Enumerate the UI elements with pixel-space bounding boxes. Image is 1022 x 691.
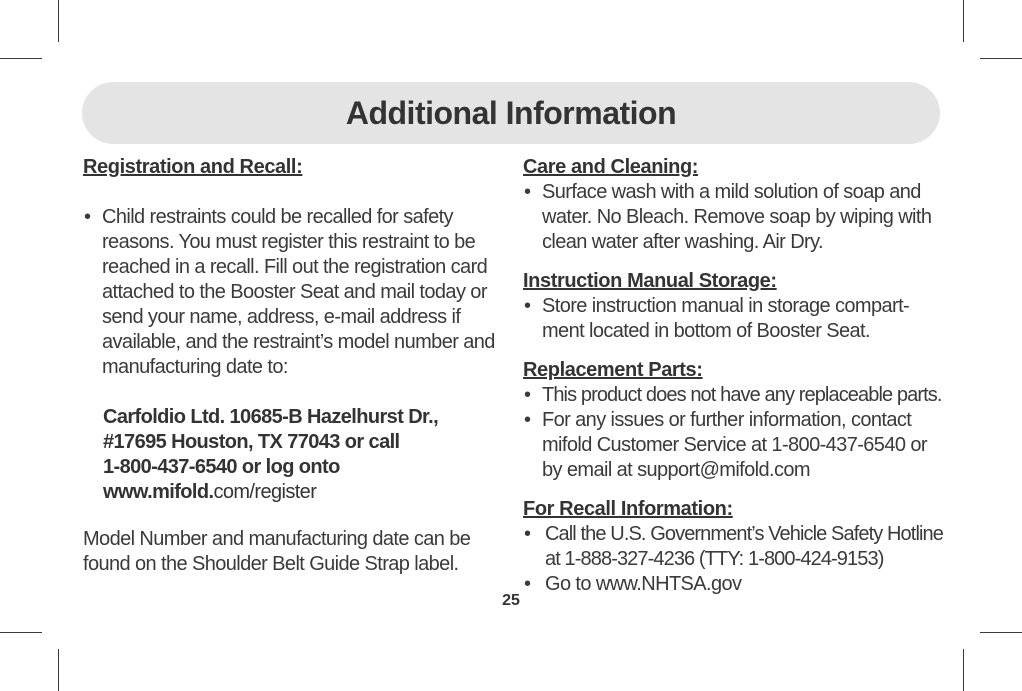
crop-mark	[980, 58, 1022, 59]
left-column	[83, 155, 498, 577]
crop-mark	[980, 632, 1022, 633]
list-item: • Surface wash with a mild solution of soap and water. No Bleach. Remove soap by wiping with clean water after washing. Air Dry.	[523, 180, 948, 255]
registration-bullet: • Child restraints could be recalled for safety reasons. You must register this restraint to be reached in a recall. Fill out the registration card attached to the Booster Seat and mail today or send your name, address, e-mail address if available, and the restraint’s model number and manufacturing date to:	[83, 205, 498, 380]
list-item: • Call the U.S. Government’s Vehicle Safety Hotline at 1-888-327-4236 (TTY: 1-800-424-9153)	[523, 522, 948, 572]
title-banner	[82, 82, 940, 144]
list-item: • Go to www.NHTSA.gov	[523, 572, 948, 597]
crop-mark	[963, 0, 964, 42]
url-bold-part: www.mifold.	[103, 481, 214, 503]
page-number: 25	[502, 592, 520, 609]
address-line: 1-800-437-6540 or log onto	[103, 456, 340, 478]
storage-heading: Instruction Manual Storage:	[523, 270, 777, 292]
list-item: • This product does not have any replaceable parts.	[523, 383, 948, 408]
crop-mark	[0, 632, 42, 633]
list-item: • For any issues or further information, contact mifold Customer Service at 1-800-437-6540 or by email at support@mifold.com	[523, 408, 948, 483]
parts-heading: Replacement Parts:	[523, 359, 703, 381]
recall-heading: For Recall Information:	[523, 498, 733, 520]
registration-heading: Registration and Recall:	[83, 156, 303, 178]
crop-mark	[963, 649, 964, 691]
mailing-address	[83, 405, 498, 505]
address-line: Carfoldio Ltd. 10685-B Hazelhurst Dr.,	[103, 406, 439, 428]
storage-list	[523, 294, 948, 344]
list-item: • Store instruction manual in storage compart-ment located in bottom of Booster Seat.	[523, 294, 948, 344]
address-line	[103, 480, 498, 505]
recall-list	[523, 522, 948, 597]
crop-mark	[58, 649, 59, 691]
crop-mark	[58, 0, 59, 42]
model-number-note: Model Number and manufacturing date can be found on the Shoulder Belt Guide Strap label.	[83, 528, 471, 575]
registration-list	[83, 205, 498, 380]
address-line: #17695 Houston, TX 77043 or call	[103, 431, 400, 453]
parts-list	[523, 383, 948, 483]
care-list	[523, 180, 948, 255]
right-column	[523, 155, 948, 597]
crop-mark	[0, 58, 42, 59]
care-heading: Care and Cleaning:	[523, 156, 699, 178]
page-title: Additional Information	[345, 94, 677, 131]
url-regular-part: com/register	[213, 481, 317, 503]
